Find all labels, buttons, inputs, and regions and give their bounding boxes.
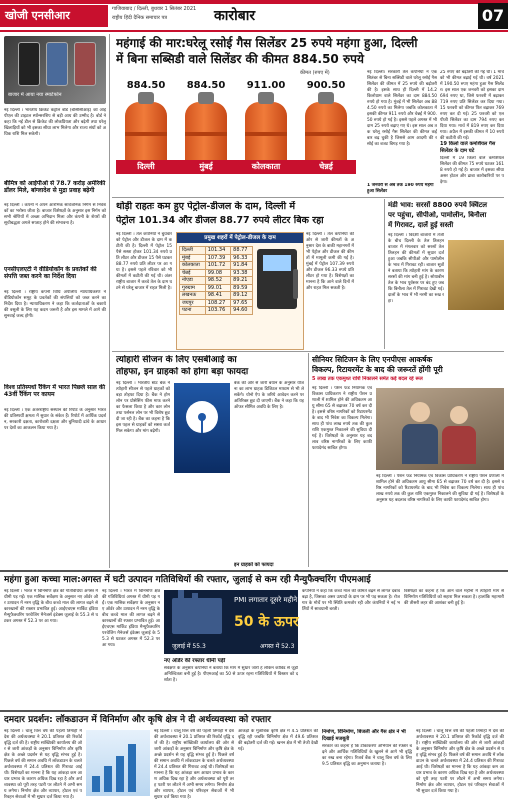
sbi-logo-icon	[186, 401, 218, 433]
phone-icon	[18, 42, 40, 86]
section-divider	[112, 351, 504, 352]
petrol-price-cell: 107.39	[205, 254, 230, 262]
fuel-table-row	[180, 277, 253, 285]
chart-note: कीमत (रुपए में)	[300, 70, 330, 76]
senior-couple-photo	[376, 388, 504, 470]
nps-headline-line-1: सीनियर सिटिजन के लिए एनपीएस आकर्षक	[312, 355, 433, 364]
smartphone-ad-image	[4, 36, 106, 104]
section-title: खोजी एनसीआर	[0, 5, 108, 27]
factory-icon	[172, 598, 222, 634]
fuel-price-table	[179, 246, 253, 315]
column-divider	[308, 353, 309, 567]
pmi-headline: महंगा हुआ कच्चा माल:अगस्त में घटी उत्पादन गतिविधियों की रफ्तार, जुलाई से कम रही मैन्युफैक्चरिंग पीएमआई	[4, 575, 371, 585]
fuel-table-row	[180, 284, 253, 292]
lead-subhead: 1 जनवरी से अब तक 190 रुपये महंगा हुआ सिलेंडर	[367, 183, 434, 194]
gas-price-graphic	[114, 70, 364, 180]
tagline: राष्ट्रीय हिंदी दैनिक समाचार पत्र	[112, 15, 168, 21]
header-top-rule	[0, 0, 508, 4]
pmi-body-continued: नई दिल्ली । भारत में विनिर्माण क्षेत्र की गतिविधियां अगस्त में धीमी पड़ गईं। एक मासिक सर्वेक्षण के अनुसार नए ऑर्डर और उत्पादन में नरम वृद्धि के बीच कच्चे माल की लागत बढ़ने से कारखानों की रफ्तार प्रभावित हुई। आईएचएस मार्किट इंडिया मैन्युफैक्चरिंग परचेजिंग मैनेजर्स इंडेक्स जुलाई के 55.3 से घटकर अगस्त में 52.3 पर आ गया।	[102, 589, 160, 648]
mandi-headline-line-3: में गिरावट, दालें हुई सस्ती	[388, 221, 454, 229]
grain-photo	[448, 240, 504, 310]
section-divider	[112, 197, 504, 198]
fuel-pump-icon	[257, 249, 297, 309]
gdp-headline: दमदार प्रदर्शन: लॉकडाउन में विनिर्माण और कृषि क्षेत्र ने दी अर्थव्यवस्था को रफ्तार	[4, 715, 271, 725]
page-header	[0, 0, 508, 32]
nps-body-continued: नई दिल्ली । पेंशन फंड नियामक एवं विकास प्राधिकरण ने राष्ट्रीय पेंशन प्रणाली में शामिल होने की अधिकतम आयु सीमा 65 से बढ़ाकर 70 वर्ष कर दी है। इससे वरिष्ठ नागरिकों को रिटायरमेंट के बाद भी निवेश का विकल्प मिलेगा। साथ ही पांच लाख रुपये तक की कुल राशि एकमुश्त निकालने की सुविधा दी गई है। विशेषज्ञों के अनुसार यह बदलाव वरिष्ठ नागरिकों के लिए काफी फायदेमंद साबित होगा।	[376, 474, 504, 503]
diesel-price-cell: 89.21	[231, 277, 253, 285]
cylinder-price-label: 884.50	[186, 80, 226, 91]
lead-headline-line-2: में बिना सब्सिडी वाले सिलेंडर की कीमत 884.50 रुपये	[116, 52, 364, 66]
gdp-right-body: सरकार का कहना है कि टीकाकरण अभियान की रफ्तार बढ़ने और आर्थिक गतिविधियों के खुलने से आगे भी वृद्धि का रुख बना रहेगा। रिजर्व बैंक ने चालू वित्त वर्ष के लिए 9.5 प्रतिशत वृद्धि का अनुमान जताया है।	[322, 744, 412, 767]
column-divider	[384, 199, 385, 349]
diesel-price-cell: 97.65	[231, 299, 253, 307]
diesel-price-cell: 89.59	[231, 284, 253, 292]
ad-caption: बाजार में आया नया स्मार्टफोन	[8, 92, 62, 98]
fuel-table-title: प्रमुख शहरों में पेट्रोल-डीजल के दाम	[177, 233, 303, 243]
city-cell: गुरुग्राम	[180, 284, 206, 292]
gdp-body: नई दिल्ली । चालू वित्त वर्ष की पहली तिमाही में देश की अर्थव्यवस्था ने 20.1 प्रतिशत की रिकॉर्ड वृद्धि दर्ज की है। राष्ट्रीय सांख्यिकी कार्यालय की ओर से जारी आंकड़ों के अनुसार विनिर्माण और कृषि क्षेत्र के अच्छे प्रदर्शन से यह वृद्धि संभव हुई है। पिछले वर्ष की समान अवधि में लॉकडाउन के चलते अर्थव्यवस्था में 24.4 प्रतिशत की गिरावट आई थी। विशेषज्ञों का मानना है कि यह आंकड़ा कम आधार प्रभाव के कारण अधिक दिख रहा है और अर्थव्यवस्था को पूरी तरह पटरी पर लौटने में अभी समय लगेगा। निर्माण क्षेत्र और व्यापार, होटल एवं परिवहन सेवाओं में भी सुधार दर्ज किया गया है।	[4, 729, 82, 799]
gdp-right-body-2: नई दिल्ली । चालू वित्त वर्ष की पहली तिमाही में देश की अर्थव्यवस्था ने 20.1 प्रतिशत की रिकॉर्ड वृद्धि दर्ज की है। राष्ट्रीय सांख्यिकी कार्यालय की ओर से जारी आंकड़ों के अनुसार विनिर्माण और कृषि क्षेत्र के अच्छे प्रदर्शन से यह वृद्धि संभव हुई है। पिछले वर्ष की समान अवधि में लॉकडाउन के चलते अर्थव्यवस्था में 24.4 प्रतिशत की गिरावट आई थी। विशेषज्ञों का मानना है कि यह आंकड़ा कम आधार प्रभाव के कारण अधिक दिख रहा है और अर्थव्यवस्था को पूरी तरह पटरी पर लौटने में अभी समय लगेगा। निर्माण क्षेत्र और व्यापार, होटल एवं परिवहन सेवाओं में भी सुधार दर्ज किया गया है।	[416, 729, 504, 794]
city-label: चेन्नई	[296, 160, 356, 174]
section-divider	[0, 570, 508, 572]
story-body: नई दिल्ली । एक अंतरराष्ट्रीय संस्थान की रिपोर्ट के अनुसार भारत की प्रतिस्पर्धी क्षमता में सुधार के संकेत हैं। रिपोर्ट में आर्थिक प्रदर्शन, सरकारी दक्षता, कारोबारी दक्षता और बुनियादी ढांचे के आधार पर देशों का आकलन किया गया है।	[4, 408, 106, 431]
city-cell: मुंबई	[180, 254, 206, 262]
fuel-table-row	[180, 307, 253, 315]
sbi-right-body: बैंक की ओर से जारी बयान के अनुसार योजना का लाभ ग्राहक डिजिटल माध्यम से भी ले सकेंगे। योनो ऐप के जरिये आवेदन करने पर अतिरिक्त छूट दी जाएगी। बैंक ने कहा कि यह ऑफर सीमित अवधि के लिए है।	[234, 381, 304, 410]
diesel-price-cell: 93.38	[231, 269, 253, 277]
sbi-bank-photo	[174, 383, 230, 473]
pmi-july-value: जुलाई में 55.3	[172, 643, 206, 650]
petrol-price-cell: 98.41	[205, 292, 230, 300]
diesel-price-cell: 89.12	[231, 292, 253, 300]
pmi-august-value: अगस्त में 52.3	[260, 643, 295, 650]
fuel-table-row	[180, 254, 253, 262]
phone-icon	[46, 42, 68, 86]
page-number: 07	[478, 3, 508, 29]
city-cell: कोलकाता	[180, 262, 206, 270]
pmi-body: नई दिल्ली । भारत में विनिर्माण क्षेत्र की गतिविधियां अगस्त में धीमी पड़ गईं। एक मासिक सर्वेक्षण के अनुसार नए ऑर्डर और उत्पादन में नरम वृद्धि के बीच कच्चे माल की लागत बढ़ने से कारखानों की रफ्तार प्रभावित हुई। आईएचएस मार्किट इंडिया मैन्युफैक्चरिंग परचेजिंग मैनेजर्स इंडेक्स जुलाई के 55.3 से घटकर अगस्त में 52.3 पर आ गया।	[4, 589, 98, 624]
pmi-subhead: नए ऑर्डर की रफ्तार धीमी पड़ी	[164, 658, 226, 664]
cylinder-price-label: 911.00	[246, 80, 286, 91]
pmi-right-body-2: विशेषज्ञों का कहना है कि आने वाले महीनों में त्योहारी मांग से विनिर्माण गतिविधियों को सहारा मिल सकता है। हालांकि महामारी की तीसरी लहर की आशंका बनी हुई है।	[404, 589, 504, 606]
story-headline: एनसीएलएटी ने वीडियोकॉन के प्रवर्तकों की संपत्ति जब्त करने का निर्देश दिया	[4, 266, 97, 280]
lead-body: नई दिल्ली। सरकारी तेल कंपनियों ने एक सितंबर से बिना सब्सिडी वाले घरेलू रसोई गैस सिलेंडर की कीमत में 25 रुपये की बढ़ोतरी की है। इसके साथ ही दिल्ली में 14.2 किलोग्राम वाले सिलेंडर का दाम 884.50 रुपये हो गया है। मुंबई में भी सिलेंडर अब 884.50 रुपये का मिलेगा जबकि कोलकाता में इसकी कीमत 911 रुपये और चेन्नई में 900.50 रुपये हो गई है। इससे पहले अगस्त में भी दाम 25 रुपये बढ़ाए गए थे। इस साल अब तक घरेलू रसोई गैस सिलेंडर की कीमत कई बार बढ़ चुकी है जिससे आम आदमी की रसोई का बजट बिगड़ गया है।	[367, 70, 437, 147]
petrol-price-cell: 101.72	[205, 262, 230, 270]
nps-headline-line-2: विकल्प, रिटायरमेंट के बाद की जरूरतें होंगी पूरी	[312, 365, 443, 374]
mandi-headline-line-1: मंडी भाव: सरसों 8800 रुपये क्विंटल	[388, 201, 487, 209]
cylinder-price-label: 900.50	[306, 80, 346, 91]
fuel-price-box	[176, 232, 304, 350]
petrol-price-cell: 108.27	[205, 299, 230, 307]
diesel-price-cell: 94.60	[231, 307, 253, 315]
city-label: दिल्ली	[116, 160, 176, 174]
city-cell: चेन्नई	[180, 269, 206, 277]
pmi-right-body: कंपनियों ने कहा कि कच्चे माल की कीमतें बढ़ने से लागत दबाव बढ़ा है, जिसका असर उत्पादों के दाम पर भी पड़ सकता है। रोजगार के मोर्चे पर भी स्थिति कमजोर रही और कंपनियों ने नई भर्तियों में सावधानी बरती।	[302, 589, 400, 612]
pmi-graphic-big-text: 50 के ऊपर	[234, 614, 299, 630]
city-label: कोलकाता	[236, 160, 296, 174]
story-body: नई दिल्ली । भारतीय क्रिकेट कंट्रोल बोर्ड (बीसीसीआई) को आईपीएल की टाइटल स्पॉन्सरशिप से बड़ी आय की उम्मीद है। बोर्ड ने कहा कि नई डील से क्रिकेट की लोकप्रियता और बढ़ेगी तथा घरेलू खिलाड़ियों को भी इसका सीधा लाभ मिलेगा और राज्य संघों को अधिक राशि मिल सकेगी।	[4, 108, 106, 137]
sbi-tagline: इन ग्राहकों को फायदा	[234, 562, 274, 568]
phone-icon	[74, 42, 96, 86]
sbi-body: नई दिल्ली । भारतीय स्टेट बैंक ने त्योहारी सीजन से पहले ग्राहकों को बड़ा तोहफा दिया है। बैंक ने होम लोन पर प्रोसेसिंग फीस माफ करने का फैसला किया है और कार लोन तथा पर्सनल लोन पर भी विशेष छूट दी जा रही है। बैंक का कहना है कि इस पहल से ग्राहकों को सस्ता कर्ज मिल सकेगा और मांग बढ़ेगी।	[116, 381, 170, 434]
fuel-table-row	[180, 269, 253, 277]
city-cell: दिल्ली	[180, 247, 206, 255]
mandi-headline-line-2: पर पहुंचा, सीपीओ, पामोलीन, बिनौला	[388, 211, 487, 219]
lead-body-right-2: दिल्ली में 19 किलो वाले कमर्शियल सिलेंडर की कीमत 75 रुपये घटकर 1618 रुपये हो गई है। बाजार में इसका सीधा असर होटल और ढाबा कारोबारियों पर पड़ेगा।	[440, 156, 504, 185]
petrol-price-cell: 99.01	[205, 284, 230, 292]
pmi-graphic	[164, 590, 298, 654]
pmi-mid-body: सर्वेक्षण के अनुसार कंपनियों ने बताया कि मांग में सुधार जारी है लेकिन कोविड से जुड़ी अनिश्चितता बनी हुई है। पीएमआई का 50 से ऊपर रहना गतिविधियों में विस्तार को दर्शाता है।	[164, 666, 298, 683]
petrol-price-cell: 103.76	[205, 307, 230, 315]
pmi-graphic-small-text: PMI लगातार दूसरे महीने	[234, 596, 298, 604]
petrol-headline-line-1: थोड़ी राहतः कम हुए पेट्रोल-डीजल के दाम, दिल्ली में	[116, 201, 296, 212]
date-line: गाजियाबाद / दिल्ली, बुधवार 1 सितंबर 2021	[112, 6, 197, 12]
fuel-table-row	[180, 262, 253, 270]
city-cell: नोएडा	[180, 277, 206, 285]
gdp-mid-body: आंकड़ों के मुताबिक कृषि क्षेत्र में 4.5 प्रतिशत की वृद्धि रही जबकि विनिर्माण क्षेत्र में 49.6 प्रतिशत की बढ़ोतरी दर्ज की गई। खनन क्षेत्र में भी तेजी देखी गई।	[238, 729, 318, 752]
growth-graph-image	[86, 730, 150, 796]
page-title: कारोबार	[214, 8, 256, 24]
fuel-table-row	[180, 292, 253, 300]
petrol-price-cell: 98.52	[205, 277, 230, 285]
city-cell: पटना	[180, 307, 206, 315]
column-divider	[109, 34, 110, 568]
diesel-price-cell: 96.33	[231, 254, 253, 262]
lead-subhead-right: 19 किलो वाले कमर्शियल गैस सिलेंडर के दाम घटे	[440, 141, 496, 154]
story-headline: बीमित्र को आईपीओ से 78.7 करोड़ अमेरिकी डॉलर मिले, बांग्लादेश से मुद्रा प्रवाह बढ़ेगी	[4, 180, 106, 194]
petrol-headline-line-2: पेट्रोल 101.34 और डीजल 88.77 रुपये लीटर बिक रहा	[116, 215, 324, 226]
city-label: मुंबई	[176, 160, 236, 174]
diesel-price-cell: 91.84	[231, 262, 253, 270]
lead-headline-line-1: महंगाई की मार:घरेलू रसोई गैस सिलेंडर 25 रुपये महंगा हुआ, दिल्ली	[116, 36, 418, 50]
city-cell: जयपुर	[180, 299, 206, 307]
city-cell: लखनऊ	[180, 292, 206, 300]
sbi-headline-line-2: तोहफा, इन ग्राहकों को होगा बड़ा फायदा	[116, 367, 249, 377]
section-divider	[0, 710, 508, 712]
fuel-table-row	[180, 299, 253, 307]
story-body: नई दिल्ली । राष्ट्रीय कंपनी विधि अपीलीय न्यायाधिकरण ने वीडियोकॉन समूह के प्रवर्तकों की संपत्तियों को जब्त करने का निर्देश दिया है। न्यायाधिकरण ने कहा कि कर्जदाताओं के बकाये की वसूली के लिए यह कदम जरूरी है और इस मामले में आगे की सुनवाई जल्द होगी।	[4, 290, 106, 319]
cylinder-price-label: 884.50	[126, 80, 166, 91]
lead-body-right: 25 रुपए की बढ़ोतरी की गई थी। 1 मार्च को भी कीमत बढ़ाई गई थी। वर्ष 2021 में 190.50 रुपए महंगा हुआ गैस सिलेंडर। इस साल एक जनवरी को इसका दाम 694 रुपए था, जिसे फरवरी में बढ़ाकर 719 रुपए प्रति सिलेंडर कर दिया गया। 15 फरवरी को कीमत फिर बढ़ाकर 769 रुपए कर दी गई। 25 फरवरी को एलपीजी सिलेंडर का दाम 794 रुपए कर दिया गया। मार्च में 819 रुपए कर दिया गया। अप्रैल में इसकी कीमत में 10 रुपये की कटौती की गई।	[440, 70, 504, 140]
story-headline: विश्व प्रतिस्पर्धा रैंकिंग में भारत पिछले साल की 43वीं रैंकिंग पर कायम	[4, 384, 106, 398]
story-body: नई दिल्ली । कंपनी ने अपने आरंभिक सार्वजनिक निर्गम से निवेशकों का भरोसा जीता है। बाजार विशेषज्ञों के अनुसार इस निर्गम को सभी श्रेणियों में अच्छा अभिदान मिला और कंपनी के शेयरों की सूचीबद्धता अगले सप्ताह होने की संभावना है।	[4, 203, 106, 226]
nps-kicker: 5 लाख तक एकमुश्त राशि निकालने समेत कई बदल रहे रूल	[312, 376, 423, 382]
gdp-body-continued: नई दिल्ली । चालू वित्त वर्ष की पहली तिमाही में देश की अर्थव्यवस्था ने 20.1 प्रतिशत की रिकॉर्ड वृद्धि दर्ज की है। राष्ट्रीय सांख्यिकी कार्यालय की ओर से जारी आंकड़ों के अनुसार विनिर्माण और कृषि क्षेत्र के अच्छे प्रदर्शन से यह वृद्धि संभव हुई है। पिछले वर्ष की समान अवधि में लॉकडाउन के चलते अर्थव्यवस्था में 24.4 प्रतिशत की गिरावट आई थी। विशेषज्ञों का मानना है कि यह आंकड़ा कम आधार प्रभाव के कारण अधिक दिख रहा है और अर्थव्यवस्था को पूरी तरह पटरी पर लौटने में अभी समय लगेगा। निर्माण क्षेत्र और व्यापार, होटल एवं परिवहन सेवाओं में भी सुधार दर्ज किया गया है।	[154, 729, 234, 799]
sbi-headline-line-1: त्योहारी सीजन के लिए एसबीआई का	[116, 355, 237, 365]
fuel-table-row	[180, 247, 253, 255]
petrol-price-cell: 101.34	[205, 247, 230, 255]
gdp-subhead: निर्माण, विनिर्माण, बिजली और गैस क्षेत्र ने भी दिखाई मजबूती	[322, 729, 406, 742]
diesel-price-cell: 88.77	[231, 247, 253, 255]
petrol-right-body: नई दिल्ली । तेल कंपनियों की ओर से जारी कीमतों के अनुसार देश के बाकी महानगरों में भी पेट्रोल और डीजल की कीमतों में मामूली कमी की गई है। मुंबई में पेट्रोल 107.39 रुपये और डीजल 96.33 रुपये प्रति लीटर हो गया है। विशेषज्ञों का मानना है कि आने वाले दिनों में और राहत मिल सकती है।	[306, 232, 354, 291]
petrol-body: नई दिल्ली । तेल कंपनियों ने बुधवार को पेट्रोल और डीजल के दाम में कटौती की है। दिल्ली में पेट्रोल 15 पैसे सस्ता होकर 101.34 रुपये प्रति लीटर और डीजल 15 पैसे घटकर 88.77 रुपये प्रति लीटर पर आ गया है। इससे पहले रविवार को भी कीमतों में कटौती की गई थी। अंतरराष्ट्रीय बाजार में कच्चे तेल के दाम घटने से घरेलू बाजार में राहत मिली है।	[116, 232, 172, 291]
mandi-body: नई दिल्ली । विदेशी बाजारों में तेजी के बीच दिल्ली के तेल तिलहन बाजार में मंगलवार को सरसों तेल तिलहन की कीमतों में सुधार दर्ज हुआ जबकि सीपीओ और पामोलीन के भाव में गिरावट रही। बाजार सूत्रों ने बताया कि त्योहारी मांग के कारण सरसों की मांग बनी हुई है। सोयाबीन तेल के भाव पूर्वस्तर पर बंद हुए जबकि बिनौला तेल में गिरावट देखी गई। दालों के भाव में भी नरमी का रुख रहा।	[388, 233, 444, 304]
nps-body: नई दिल्ली । पेंशन फंड नियामक एवं विकास प्राधिकरण ने राष्ट्रीय पेंशन प्रणाली में शामिल होने की अधिकतम आयु सीमा 65 से बढ़ाकर 70 वर्ष कर दी है। इससे वरिष्ठ नागरिकों को रिटायरमेंट के बाद भी निवेश का विकल्प मिलेगा। साथ ही पांच लाख रुपये तक की कुल राशि एकमुश्त निकालने की सुविधा दी गई है। विशेषज्ञों के अनुसार यह बदलाव वरिष्ठ नागरिकों के लिए काफी फायदेमंद साबित होगा।	[312, 386, 372, 451]
header-bottom-rule	[0, 30, 508, 32]
petrol-price-cell: 99.08	[205, 269, 230, 277]
